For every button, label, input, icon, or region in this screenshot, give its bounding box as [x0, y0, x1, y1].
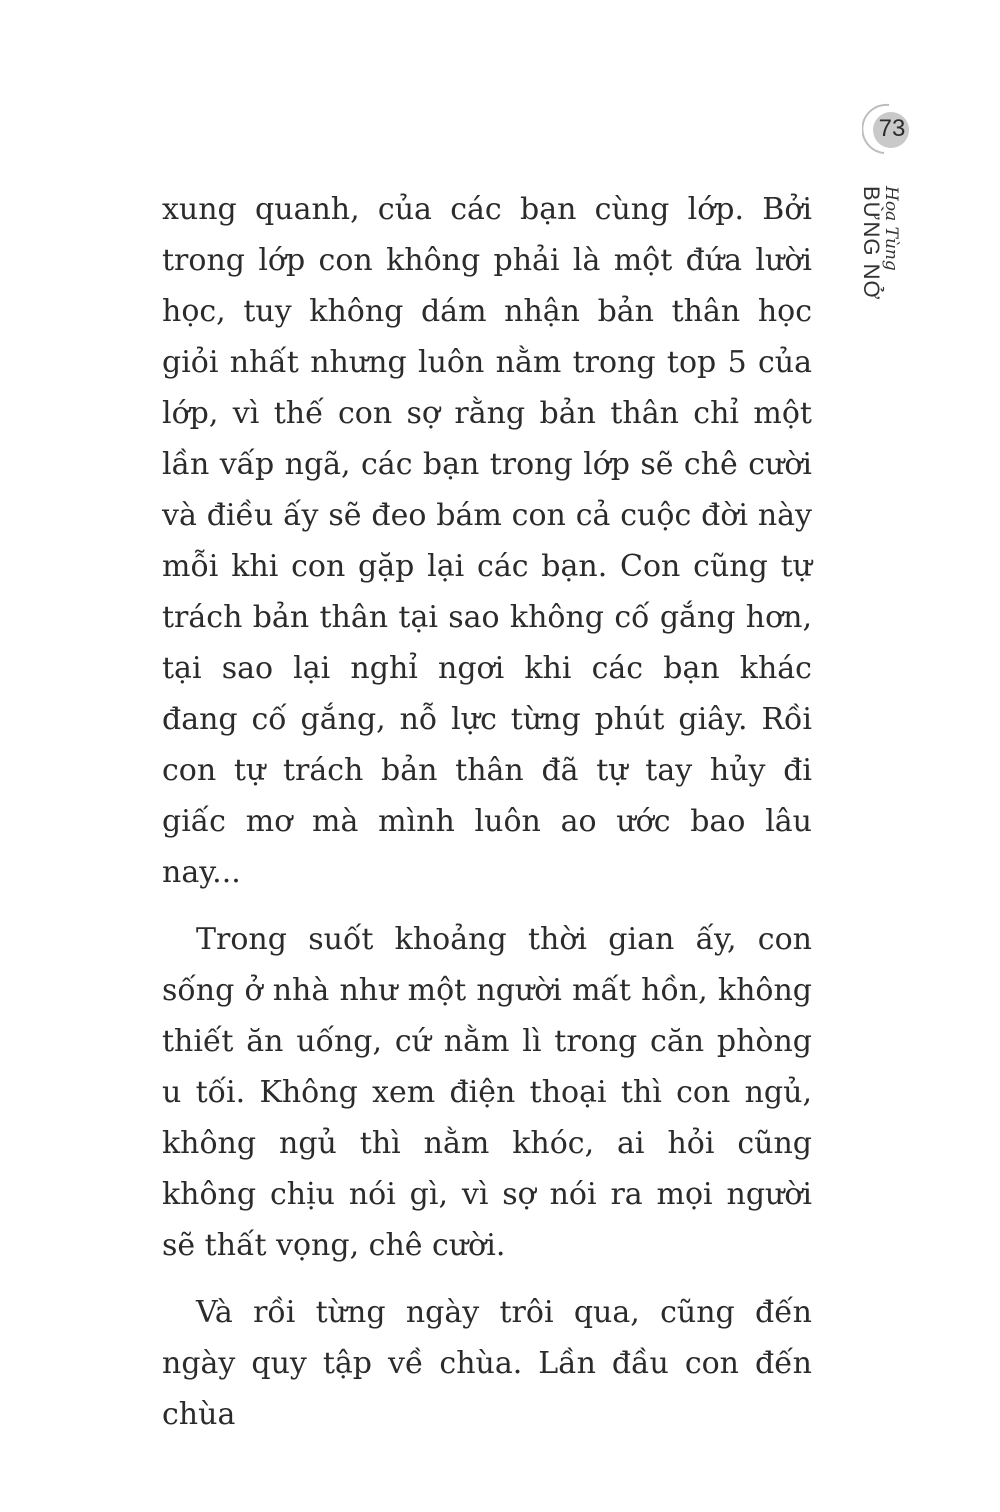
page-number-badge [862, 102, 916, 156]
paragraph: Và rồi từng ngày trôi qua, cũng đến ngày quy tập về chùa. Lần đầu con đến chùa [162, 1295, 812, 1432]
running-title-script: Hoa Tùng [881, 186, 901, 271]
paragraph: Trong suốt khoảng thời gian ấy, con sống ở nhà như một người mất hồn, không thiết ăn uống, cứ nằm lì trong căn phòng u tối. Không xem điện thoại thì con ngủ, không ngủ thì nằm khóc, ai hỏi cũng không chịu nói gì, vì sợ nói ra mọi người sẽ thất vọng, chê cười. [162, 922, 812, 1263]
page-number: 73 [878, 115, 906, 142]
paragraph: xung quanh, của các bạn cùng lớp. Bởi trong lớp con không phải là một đứa lười học, tuy không dám nhận bản thân học giỏi nhất nhưng luôn nằm trong top 5 của lớp, vì thế con sợ rằng bản thân chỉ một lần vấp ngã, các bạn trong lớp sẽ chê cười và điều ấy sẽ đeo bám con cả cuộc đời này mỗi khi con gặp lại các bạn. Con cũng tự trách bản thân tại sao không cố gắng hơn, tại sao lại nghỉ ngơi khi các bạn khác đang cố gắng, nỗ lực từng phút giây. Rồi con tự trách bản thân đã tự tay hủy đi giấc mơ mà mình luôn ao ước bao lâu nay... [162, 192, 812, 890]
body-text [162, 184, 812, 1440]
running-title [859, 186, 901, 301]
running-title-main: BỪNG NỞ [859, 186, 884, 301]
